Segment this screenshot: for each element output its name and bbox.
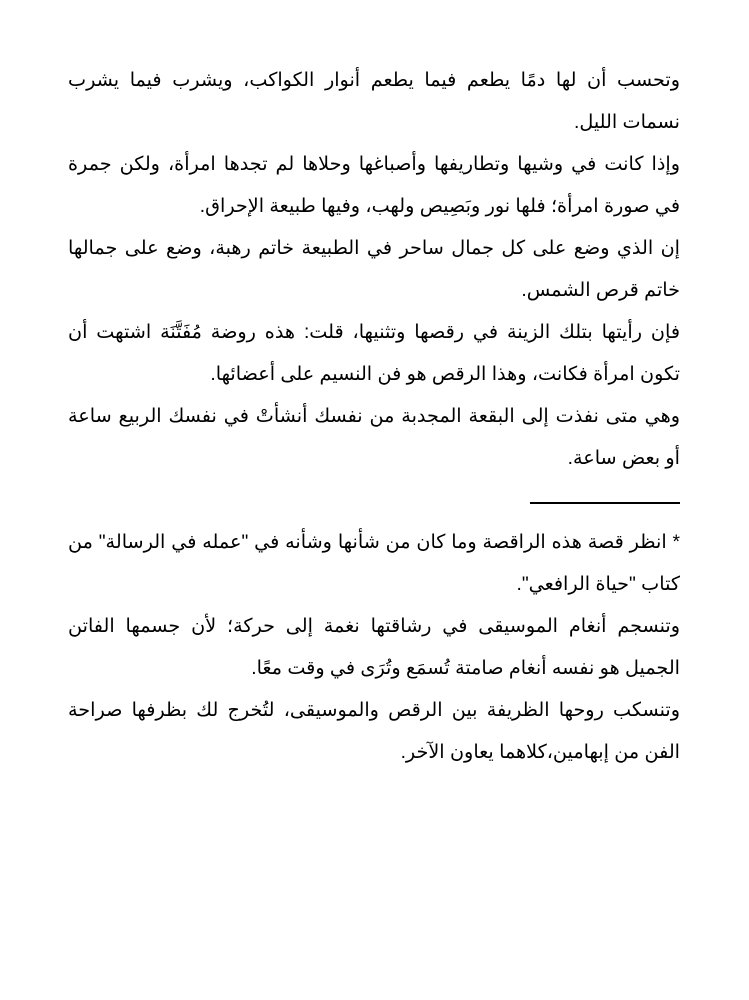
footnote-divider xyxy=(530,502,680,504)
document-page xyxy=(68,60,680,774)
paragraph-4: فإن رأيتها بتلك الزينة في رقصها وتثنيها، قلت: هذه روضة مُفَتَّنَة اشتهت أن تكون امرأة فكانت، وهذا الرقص هو فن النسيم على أعضائها. xyxy=(68,322,680,385)
footnote-paragraph-3: وتنسكب روحها الظريفة بين الرقص والموسيقى، لتُخرج لك بظرفها صراحة الفن من إبهامين،كلاهما يعاون الآخر. xyxy=(68,700,680,763)
paragraph-1: وتحسب أن لها دمًا يطعم فيما يطعم أنوار الكواكب، ويشرب فيما يشرب نسمات الليل. xyxy=(68,70,680,133)
paragraph-3: إن الذي وضع على كل جمال ساحر في الطبيعة خاتم رهبة، وضع على جمالها خاتم قرص الشمس. xyxy=(68,238,680,301)
footnote-paragraph-1: * انظر قصة هذه الراقصة وما كان من شأنها وشأنه في "عمله في الرسالة" من كتاب "حياة الرافعي". xyxy=(68,532,680,595)
footnote-paragraph-2: وتنسجم أنغام الموسيقى في رشاقتها نغمة إلى حركة؛ لأن جسمها الفاتن الجميل هو نفسه أنغام صامتة تُسمَع وتُرَى في وقت معًا. xyxy=(68,616,680,679)
paragraph-5: وهي متى نفذت إلى البقعة المجدبة من نفسك أنشأتْ في نفسك الربيع ساعة أو بعض ساعة. xyxy=(68,406,680,469)
paragraph-2: وإذا كانت في وشيها وتطاريفها وأصباغها وحلاها لم تجدها امرأة، ولكن جمرة في صورة امرأة؛ فلها نور وبَصِيص ولهب، وفيها طبيعة الإحراق. xyxy=(68,154,680,217)
